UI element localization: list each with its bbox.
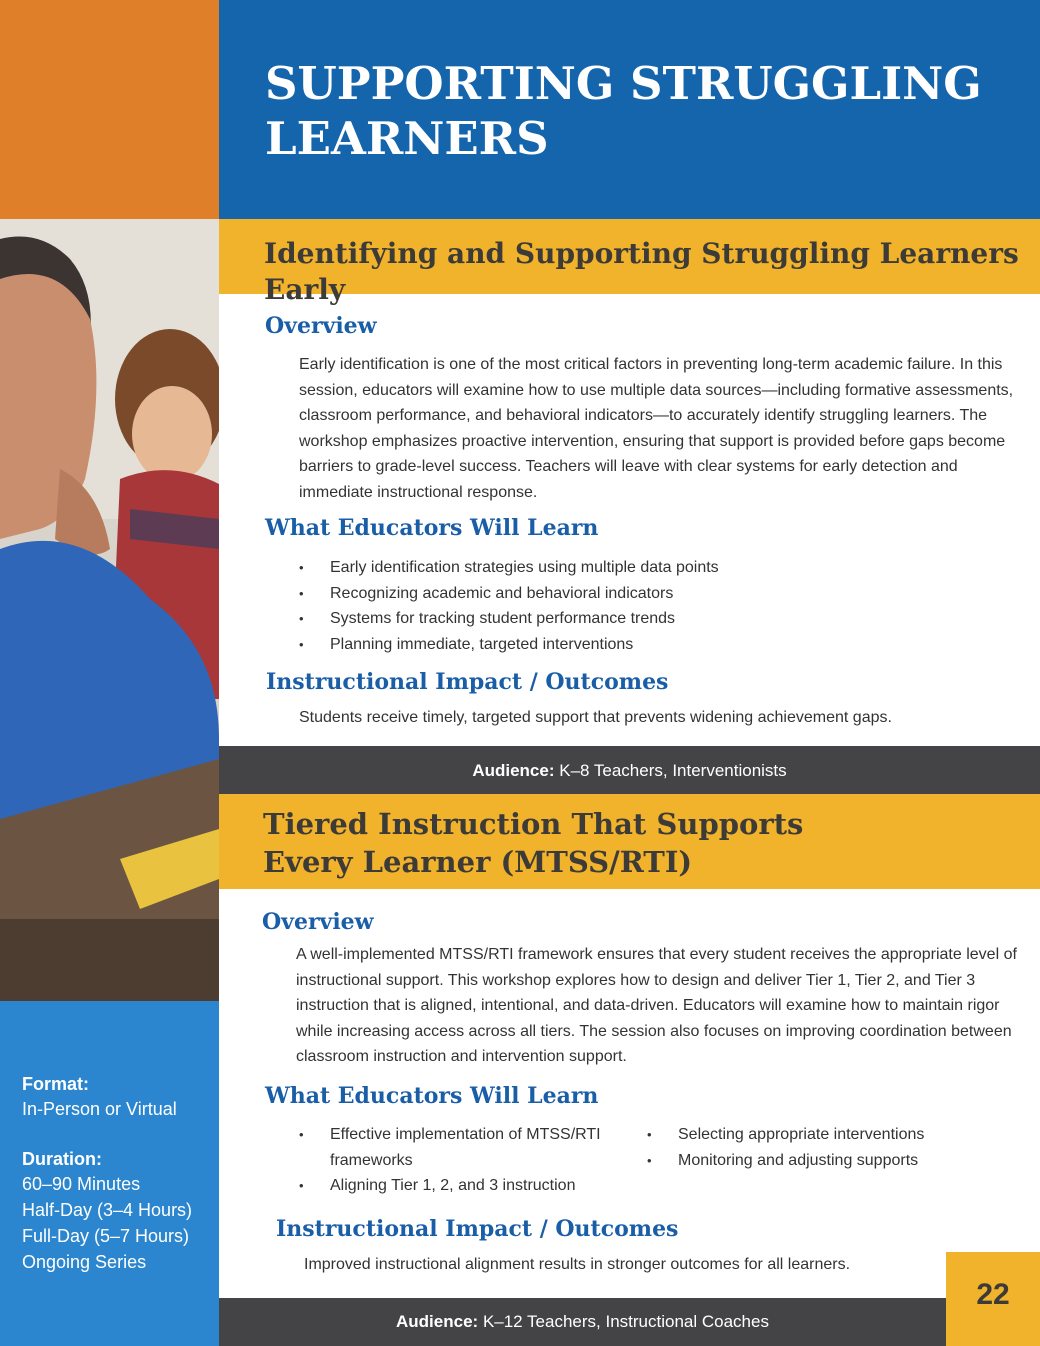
page-number-box [946,1252,1040,1346]
session2-learn-list-right [647,1122,987,1173]
list-item: • Recognizing academic and behavioral indicators [299,581,999,607]
list-item: • Selecting appropriate interventions [647,1122,987,1148]
list-item: • Systems for tracking student performance trends [299,606,999,632]
session1-impact-heading: Instructional Impact / Outcomes [266,669,669,695]
teacher-student-illustration [0,219,219,1001]
session2-learn-list-left [299,1122,629,1199]
page-title: SUPPORTING STRUGGLING LEARNERS [265,57,982,165]
duration-option: Half-Day (3–4 Hours) [22,1200,193,1220]
classroom-photo [0,219,219,1001]
session2-title-band [219,794,1040,889]
list-item: • Aligning Tier 1, 2, and 3 instruction [299,1173,629,1199]
session2-audience-bar [219,1298,946,1346]
session2-overview-heading: Overview [262,909,374,935]
info-sidebar [0,1001,219,1346]
list-item: • Early identification strategies using multiple data points [299,555,999,581]
session2-title-line1: Tiered Instruction That Supports [263,807,804,841]
session2-learn-heading: What Educators Will Learn [265,1083,599,1109]
orange-corner-block [0,0,219,219]
format-label: Format: [22,1074,89,1094]
session1-audience-bar [219,746,1040,794]
duration-option: 60–90 Minutes [22,1174,141,1194]
duration-option: Full-Day (5–7 Hours) [22,1226,190,1246]
session2-title-line2: Every Learner (MTSS/RTI) [263,845,693,879]
session1-learn-heading: What Educators Will Learn [265,515,599,541]
session1-learn-list [299,555,999,657]
session2-impact-text: Improved instructional alignment results in stronger outcomes for all learners. [304,1256,851,1273]
list-item: • Effective implementation of MTSS/RTI frameworks [299,1122,629,1173]
format-value: In-Person or Virtual [22,1099,177,1119]
session1-impact-text: Students receive timely, targeted support that prevents widening achievement gaps. [299,709,892,726]
session2-overview-text: A well-implemented MTSS/RTI framework ensures that every student receives the appropriate level of instructional support. This workshop explores how to design and deliver Tier 1, Tier 2, and Tier 3 instruction that is aligned, intentional, and data-driven. Educators will examine how to maintain rigor while increasing access across all tiers. The session also focuses on improving coordination between classroom instruction and intervention support. [296,946,1017,1065]
session1-overview-text: Early identification is one of the most critical factors in preventing long-term academic failure. In this session, educators will examine how to use multiple data sources—including formative assessments, classroom performance, and behavioral indicators—to accurately identify struggling learners. The workshop emphasizes proactive intervention, ensuring that support is provided before gaps become barriers to grade-level success. Teachers will leave with clear systems for early detection and immediate instructional response. [299,356,1014,501]
page-number: 22 [976,1278,1010,1311]
session1-title-band [219,219,1040,306]
audience-label: Audience: [396,1312,479,1331]
list-item: • Monitoring and adjusting supports [647,1148,987,1174]
audience-value: K–8 Teachers, Interventionists [559,761,787,780]
duration-label: Duration: [22,1149,102,1169]
audience-value: K–12 Teachers, Instructional Coaches [482,1312,769,1331]
session1-title: Identifying and Supporting Struggling Learners Early [264,237,1019,306]
session1-overview-heading: Overview [265,313,377,339]
session2-impact-heading: Instructional Impact / Outcomes [276,1216,679,1242]
duration-option: Ongoing Series [22,1252,147,1272]
list-item: • Planning immediate, targeted interventions [299,632,999,658]
audience-label: Audience: [472,761,555,780]
